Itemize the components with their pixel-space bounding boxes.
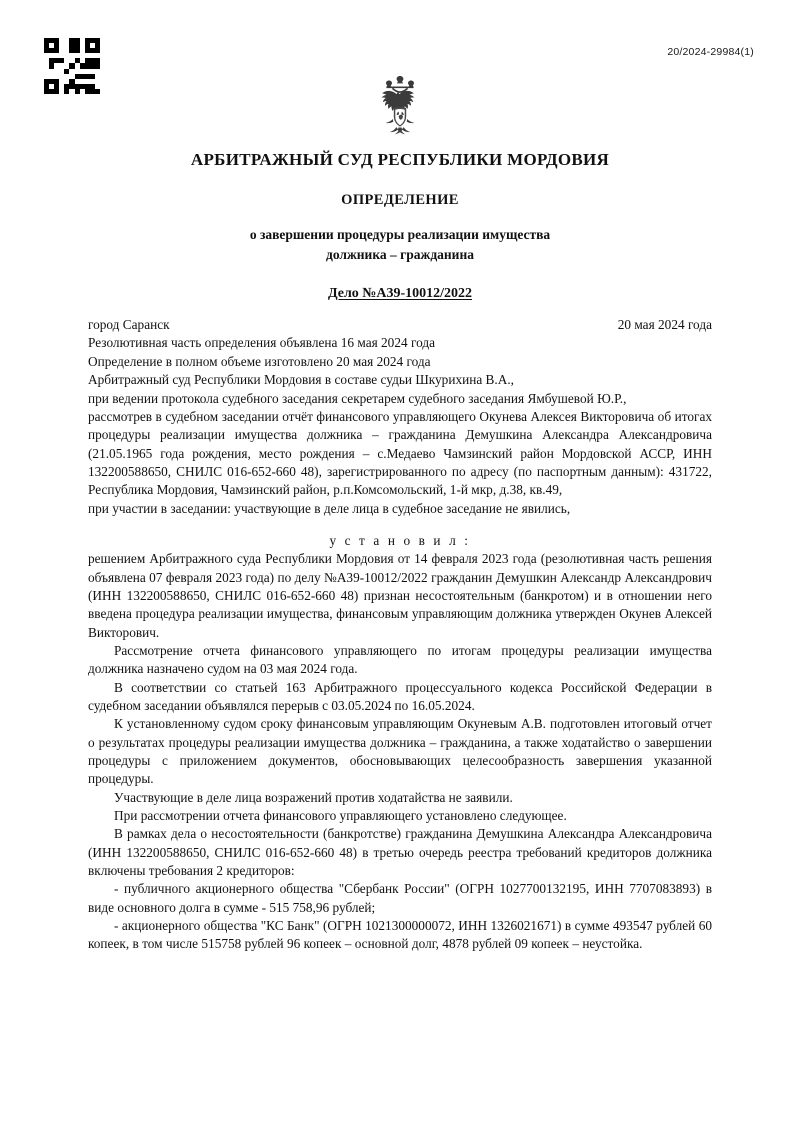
paragraph-final-report: К установленному судом сроку финансовым управляющим Окуневым А.В. подготовлен итоговый отчет о результатах процедуры реализации имущества должника – гражданина, а также ходатайство о завершении процедуры с приложением документов, обосновывающих целесообразность завершения указанной процедуры. (88, 716, 712, 787)
paragraph-decision: решением Арбитражного суда Республики Мордовия от 14 февраля 2023 года (резолютивная часть решения объявлена 07 февраля 2023 года) по делу №А39-10012/2022 гражданин Демушкин Александр Александрович (ИНН 132200588650, СНИЛС 016-652-660 48) признан несостоятельным (банкротом) и в отношении него введена процедура реализации имущества, финансовым управляющим должника утвержден Окунев Алексей Викторович. (88, 551, 712, 640)
city-date-row (88, 316, 712, 334)
subtitle-line-2: должника – гражданина (326, 246, 474, 262)
paragraph-creditor-ksbank: - акционерного общества "КС Банк" (ОГРН 1021300000072, ИНН 1326021671) в сумме 493547 рублей 60 копеек, в том числе 515758 рублей 96 копеек – основной долг, 4878 рублей 09 копеек – неустойка. (88, 918, 712, 952)
paragraph-break: В соответствии со статьей 163 Арбитражного процессуального кодекса Российской Федерации в судебном заседании объявлялся перерыв с 03.05.2024 по 16.05.2024. (88, 679, 712, 713)
paragraph-creditor-sberbank: - публичного акционерного общества "Сбербанк России" (ОГРН 1027700132195, ИНН 7707083893) в виде основного долга в сумме - 515 758,96 рублей; (88, 881, 712, 915)
paragraph-creditors-intro: В рамках дела о несостоятельности (банкротстве) гражданина Демушкина Александра Александровича (ИНН 132200588650, СНИЛС 016-652-660 48) в третью очередь реестра требований кредиторов должника включены требования 2 кредиторов: (88, 826, 712, 879)
paragraph-protocol-secretary: при ведении протокола судебного заседания секретарем судебного заседания Ямбушевой Ю.Р., (88, 390, 627, 406)
paragraph-established-following: При рассмотрении отчета финансового управляющего установлено следующее. (114, 808, 567, 824)
paragraph-considered-report: рассмотрев в судебном заседании отчёт финансового управляющего Окунева Алексея Викторовича об итогах процедуры реализации имущества должника – гражданина Демушкина Александра Александровича (21.05.1965 года рождения, место рождения – с.Медаево Чамзинский район Мордовской АССР, ИНН 132200588650, СНИЛС 016-652-660 48), зарегистрированного по адресу (по паспортным данным): 431722, Республика Мордовия, Чамзинский район, р.п.Комсомольский, 1-й мкр, д.38, кв.49, (88, 408, 712, 498)
paragraph-review-scheduled: Рассмотрение отчета финансового управляющего по итогам процедуры реализации имущества должника назначено судом на 03 мая 2024 года. (88, 642, 712, 677)
russian-coat-of-arms-icon (369, 74, 431, 140)
document-subtitle (0, 225, 800, 264)
subtitle-line-1: о завершении процедуры реализации имущества (249, 227, 551, 242)
page-header (0, 0, 800, 140)
document-body (0, 316, 800, 954)
city: город Саранск (88, 317, 170, 333)
document-code: 20/2024-29984(1) (667, 46, 754, 58)
paragraph-no-objections: Участвующие в деле лица возражений против ходатайства не заявили. (114, 789, 513, 805)
court-name: АРБИТРАЖНЫЙ СУД РЕСПУБЛИКИ МОРДОВИЯ (190, 150, 610, 169)
paragraph-participation: при участии в заседании: участвующие в деле лица в судебное заседание не явились, (88, 500, 571, 516)
paragraph-resolutive-part: Резолютивная часть определения объявлена 16 мая 2024 года (88, 335, 436, 351)
case-number: Дело №А39-10012/2022 (327, 286, 473, 302)
paragraph-court-composition: Арбитражный суд Республики Мордовия в составе судьи Шкурихина В.А., (88, 372, 514, 388)
document-date: 20 мая 2024 года (617, 317, 712, 333)
paragraph-full-text-date: Определение в полном объеме изготовлено 20 мая 2024 года (88, 353, 431, 369)
qr-code-icon (44, 38, 100, 94)
document-type: ОПРЕДЕЛЕНИЕ (341, 192, 459, 208)
ustanovil-heading: у с т а н о в и л : (329, 532, 471, 548)
